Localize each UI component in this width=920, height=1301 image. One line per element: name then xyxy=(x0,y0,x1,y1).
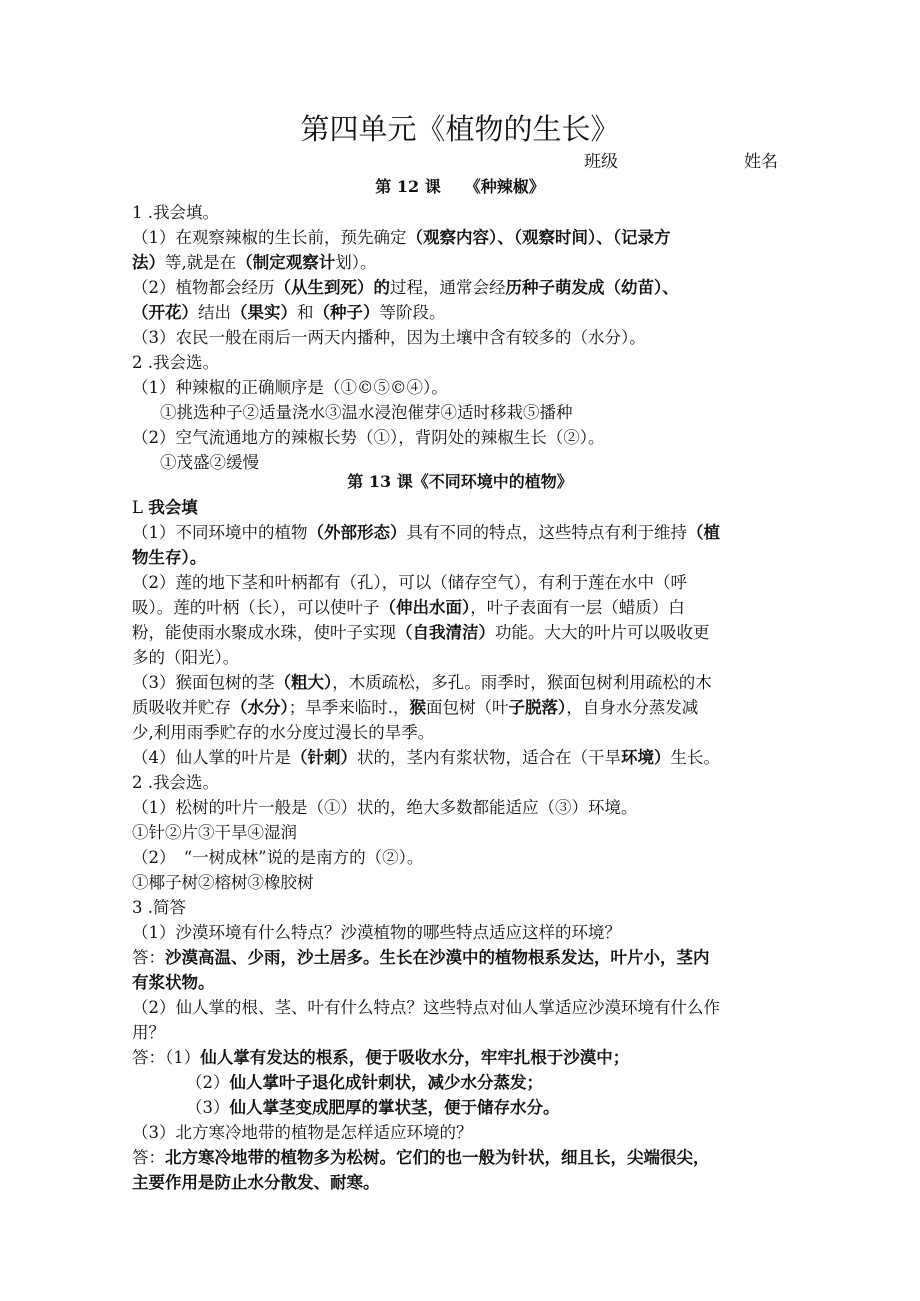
section-answer-heading: 3 .简答 xyxy=(132,898,186,917)
page-title: 第四单元《植物的生长》 xyxy=(300,112,620,146)
question-line: （1）不同环境中的植物（外部形态）具有不同的特点，这些特点有利于维持（植 xyxy=(132,523,720,542)
question-line: （2）莲的地下茎和叶柄都有（孔），可以（储存空气），有利于莲在水中（呼 xyxy=(132,573,687,592)
answer-line: 主要作用是防止水分散发、耐寒。 xyxy=(132,1173,380,1192)
question-line: 少,利用雨季贮存的水分度过漫长的旱季。 xyxy=(132,723,435,742)
question-line: （2）空气流通地方的辣椒长势（①），背阴处的辣椒生长（②）。 xyxy=(132,428,605,447)
answer-line: 答：沙漠高温、少雨，沙土居多。生长在沙漠中的植物根系发达，叶片小，茎内 xyxy=(132,948,710,967)
question-line: （1）松树的叶片一般是（①）状的，绝大多数都能适应（③）环境。 xyxy=(132,798,638,817)
question-line: （1）在观察辣椒的生长前，预先确定（观察内容）、（观察时间）、（记录方 xyxy=(132,228,671,247)
question-line: （4）仙人掌的叶片是（针刺）状的，茎内有浆状物，适合在（干旱环境）生长。 xyxy=(132,748,720,767)
question-line: （3）农民一般在雨后一两天内播种，因为土壤中含有较多的（水分）。 xyxy=(132,328,646,347)
question-line: （3）北方寒冷地带的植物是怎样适应环境的？ xyxy=(132,1123,473,1142)
question-line: 法）等,就是在（制定观察计划）。 xyxy=(132,253,377,272)
question-line: 多的（阳光）。 xyxy=(132,648,240,667)
question-line: （2）植物都会经历（从生到死）的过程，通常会经历种子萌发成（幼苗）、 xyxy=(132,278,679,297)
answer-line: 答：北方寒冷地带的植物多为松树。它们的也一般为针状，细且长，尖端很尖， xyxy=(132,1148,710,1167)
question-line: 质吸收并贮存（水分）；旱季来临时.，猴面包树（叶子脱落），自身水分蒸发减 xyxy=(132,698,699,717)
options-line: ①针②片③干旱④湿润 xyxy=(132,823,297,842)
question-line: （2） “一树成林”说的是南方的（②）。 xyxy=(132,848,424,867)
options-line: ①椰子树②榕树③橡胶树 xyxy=(132,873,314,892)
section-fill-heading: 1 .我会填。 xyxy=(132,203,219,222)
answer-line: （3）仙人掌茎变成肥厚的掌状茎，便于储存水分。 xyxy=(186,1098,560,1117)
name-label: 姓名 xyxy=(744,152,778,172)
question-line: （3）猴面包树的茎（粗大），木质疏松，多孔。雨季时，猴面包树利用疏松的木 xyxy=(132,673,712,692)
answer-line: 答：（1）仙人掌有发达的根系，便于吸收水分，牢牢扎根于沙漠中； xyxy=(132,1048,630,1067)
lesson-12-heading: 第 12 课 《种辣椒》 xyxy=(375,177,545,196)
answer-line: 有浆状物。 xyxy=(132,973,215,992)
section-choose-heading: 2 .我会选。 xyxy=(132,773,219,792)
question-line: 粉，能使雨水聚成水珠，使叶子实现（自我清洁）功能。大大的叶片可以吸收更 xyxy=(132,623,710,642)
question-line: （2）仙人掌的根、茎、叶有什么特点？这些特点对仙人掌适应沙漠环境有什么作 xyxy=(132,998,720,1017)
question-line: （1）种辣椒的正确顺序是（①©⑤©④）。 xyxy=(132,378,448,397)
options-line: ①茂盛②缓慢 xyxy=(160,453,259,472)
question-line: （1）沙漠环境有什么特点？沙漠植物的哪些特点适应这样的环境？ xyxy=(132,923,621,942)
question-line: （开花）结出（果实）和（种子）等阶段。 xyxy=(132,303,446,322)
class-label: 班级 xyxy=(584,152,618,172)
lesson-13-heading: 第 13 课《不同环境中的植物》 xyxy=(347,472,573,491)
question-line: 物生存）。 xyxy=(132,548,207,567)
options-line: ①挑选种子②适量浇水③温水浸泡催芽④适时移栽⑤播种 xyxy=(160,403,573,422)
section-choose-heading: 2 .我会选。 xyxy=(132,353,219,372)
question-line: 吸）。莲的叶柄（长），可以使叶子（伸出水面），叶子表面有一层（蜡质）白 xyxy=(132,598,685,617)
question-line: 用？ xyxy=(132,1023,165,1042)
answer-line: （2）仙人掌叶子退化成针刺状，减少水分蒸发； xyxy=(186,1073,543,1092)
section-fill-heading: L 我会填 xyxy=(132,498,198,517)
